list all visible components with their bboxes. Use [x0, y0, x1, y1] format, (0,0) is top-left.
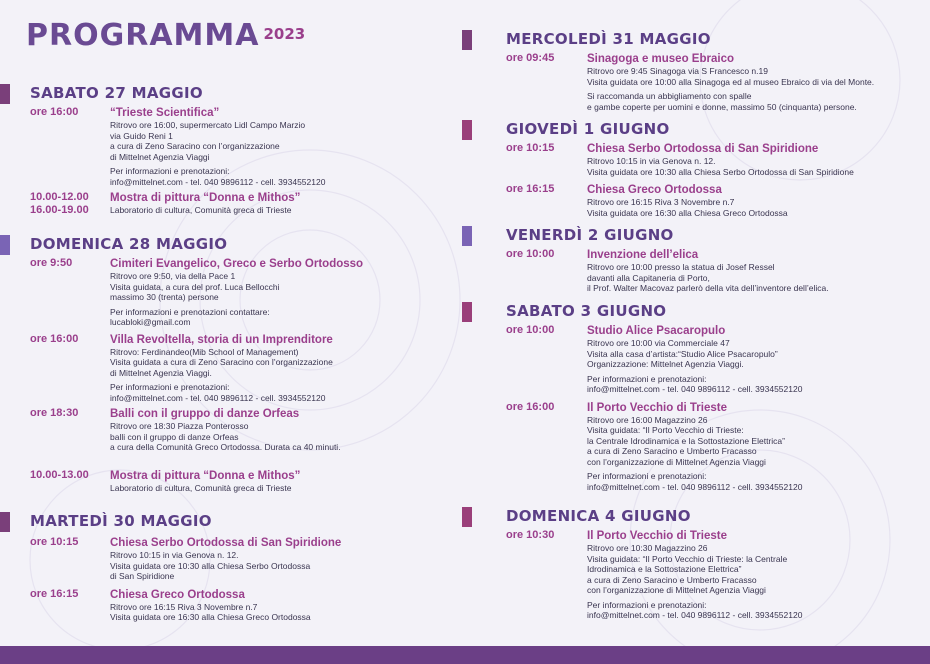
event-time: ore 10:00	[506, 324, 555, 336]
event-title: Chiesa Greco Ortodossa	[110, 588, 245, 601]
day-marker	[0, 84, 10, 104]
event-time: 16.00-19.00	[30, 204, 89, 216]
day-title: VENERDÌ 2 GIUGNO	[506, 226, 674, 244]
event-title: Mostra di pittura “Donna e Mithos”	[110, 469, 301, 482]
day-section	[0, 233, 450, 493]
event-line: Ritrovo ore 16:00, supermercato Lidl Campo Marzio	[110, 120, 306, 130]
event-time: ore 16:00	[30, 106, 79, 118]
event-title: Villa Revoltella, storia di un Imprenditore	[110, 333, 333, 346]
event-line: Visita guidata ore 10:00 alla Sinagoga ed al museo Ebraico di via del Monte.	[587, 76, 875, 87]
event-line: Ritrovo ore 10:00 presso la statua di Josef Ressel	[587, 262, 775, 272]
event-time: 10.00-13.00	[30, 468, 89, 481]
event	[0, 407, 450, 453]
event	[0, 333, 450, 404]
event-line: via Guido Reni 1	[110, 130, 173, 141]
event-line: Laboratorio di cultura, Comunità greca di Trieste	[110, 482, 292, 493]
event-time: ore 16:00	[30, 332, 79, 345]
day-title: SABATO 27 MAGGIO	[30, 84, 203, 102]
event-line: Ritrovo 10:15 in via Genova n. 12.	[110, 550, 239, 560]
event-line: Visita guidata, a cura del prof. Luca Bellocchi	[110, 281, 280, 292]
event-time: ore 10:30	[506, 529, 555, 541]
event-time: ore 10:15	[30, 536, 79, 548]
day-marker	[462, 226, 472, 246]
event	[462, 248, 930, 294]
day-title: GIOVEDÌ 1 GIUGNO	[506, 120, 670, 138]
event-line: di San Spiridione	[110, 571, 175, 581]
event-line: Ritrovo ore 10:00 via Commerciale 47	[587, 338, 730, 348]
event-line: con l’organizzazione di Mittelnet Agenzia Viaggi	[587, 585, 766, 595]
event-title: Cimiteri Evangelico, Greco e Serbo Ortodosso	[110, 258, 364, 270]
day-title: SABATO 3 GIUGNO	[506, 302, 667, 320]
event-line: Ritrovo ore 9:45 Sinagoga via S Francesco n.19	[587, 66, 768, 76]
day-marker	[462, 302, 472, 322]
event	[462, 52, 930, 112]
page-title	[26, 18, 305, 53]
event-line: il Prof. Walter Macovaz parlerò della vita dell’inventore dell’elica.	[587, 283, 829, 293]
event-line: Visita guidata ore 16:30 alla Chiesa Greco Ortodossa	[110, 612, 311, 622]
event-line: Visita guidata ore 10:30 alla Chiesa Serbo Ortodossa di San Spiridione	[587, 166, 854, 177]
event-line: Ritrovo ore 9:50, via della Pace 1	[110, 271, 236, 281]
day-title: MERCOLEDÌ 31 MAGGIO	[506, 30, 711, 48]
event-line: Visita guidata ore 16:30 alla Chiesa Greco Ortodossa	[587, 207, 788, 218]
event-title: Il Porto Vecchio di Trieste	[587, 401, 727, 414]
event	[0, 191, 450, 216]
event-line: Visita guidata ore 10:30 alla Chiesa Serbo Ortodossa	[110, 560, 311, 571]
event	[462, 401, 930, 493]
bottom-bar	[0, 646, 930, 664]
event-line: e gambe coperte per uomini e donne, massimo 50 (cinquanta) persone.	[587, 101, 857, 112]
program-title: PROGRAMMA	[26, 18, 260, 53]
event-line: a cura di Zeno Saracino e Umberto Fracasso	[587, 574, 757, 585]
day-title: DOMENICA 28 MAGGIO	[30, 235, 228, 253]
event	[462, 324, 930, 395]
day-section	[462, 300, 930, 492]
event-time: ore 16:00	[506, 400, 555, 413]
event	[0, 469, 450, 494]
event-line: Per informazioni e prenotazioni:	[587, 471, 707, 481]
event-time: ore 16:15	[506, 183, 555, 195]
event-line: info@mittelnet.com - tel. 040 9896112 - cell. 3934552120	[587, 384, 803, 394]
event-line: balli con il gruppo di danze Orfeas	[110, 431, 239, 442]
program-year: 2023	[263, 25, 306, 43]
event-line: la Centrale Idrodinamica e la Sottostazione Elettrica”	[587, 435, 785, 446]
event-line: info@mittelnet.com - tel. 040 9896112 - cell. 3934552120	[110, 392, 326, 403]
event-title: Chiesa Greco Ortodossa	[587, 184, 722, 196]
event-line: di Mittelnet Agenzia Viaggi	[110, 151, 210, 162]
event-line: Per informazioni e prenotazioni:	[587, 599, 707, 610]
event-title: Studio Alice Psacaropulo	[587, 325, 726, 337]
day-section	[0, 510, 450, 623]
event-title: Il Porto Vecchio di Trieste	[587, 530, 727, 542]
event-line: lucabloki@gmail.com	[110, 317, 191, 327]
event-line: Visita guidata: “Il Porto Vecchio di Trieste:	[587, 425, 744, 435]
event-time: ore 10:15	[506, 142, 555, 154]
event-line: Ritrovo 10:15 in via Genova n. 12.	[587, 156, 716, 166]
event	[462, 183, 930, 218]
event-line: Per informazioni e prenotazioni:	[587, 373, 707, 384]
day-title: DOMENICA 4 GIUGNO	[506, 507, 691, 525]
event-line: info@mittelnet.com - tel. 040 9896112 - cell. 3934552120	[110, 176, 326, 187]
day-marker	[462, 507, 472, 527]
event-time: ore 18:30	[30, 407, 79, 419]
event-line: a cura di Zeno Saracino con l’organizzazione	[110, 141, 280, 151]
event-line: a cura della Comunità Greco Ortodossa. Durata ca 40 minuti.	[110, 442, 341, 452]
event-line: massimo 30 (trenta) persone	[110, 292, 219, 302]
event	[462, 142, 930, 177]
event-time: ore 09:45	[506, 52, 555, 64]
event-line: Ritrovo ore 16:15 Riva 3 Novembre n.7	[587, 197, 735, 207]
event	[0, 536, 450, 582]
event-title: Balli con il gruppo di danze Orfeas	[110, 408, 300, 420]
event-line: Per informazioni e prenotazioni contattare:	[110, 306, 270, 317]
event-title: Invenzione dell’elica	[587, 249, 699, 261]
event-line: Ritrovo ore 16:15 Riva 3 Novembre n.7	[110, 601, 258, 612]
event-line: Visita guidata: “Il Porto Vecchio di Trieste: la Centrale	[587, 553, 788, 564]
event-line: con l’organizzazione di Mittelnet Agenzia Viaggi	[587, 456, 766, 467]
event	[0, 106, 450, 187]
event-line: Idrodinamica e la Sottostazione Elettrica”	[587, 564, 742, 574]
day-section	[462, 118, 930, 218]
event-title: Mostra di pittura “Donna e Mithos”	[110, 192, 301, 204]
event-line: info@mittelnet.com - tel. 040 9896112 - cell. 3934552120	[587, 610, 803, 620]
event-title: Chiesa Serbo Ortodossa di San Spiridione	[587, 143, 819, 155]
day-section	[0, 82, 450, 216]
event-line: Ritrovo ore 18:30 Piazza Ponterosso	[110, 421, 249, 431]
event	[0, 588, 450, 623]
event-line: Ritrovo: Ferdinandeo(Mib School of Management)	[110, 346, 299, 357]
event-time: ore 9:50	[30, 257, 73, 269]
event-time: ore 16:15	[30, 587, 79, 600]
event-title: Chiesa Serbo Ortodossa di San Spiridione	[110, 537, 342, 549]
event-line: a cura di Zeno Saracino e Umberto Fracasso	[587, 446, 757, 456]
day-section	[462, 224, 930, 294]
event-line: Si raccomanda un abbigliamento con spalle	[587, 91, 752, 101]
event-line: Per informazioni e prenotazioni:	[110, 166, 230, 176]
event-time: 10.00-12.00	[30, 191, 89, 203]
event-line: Ritrovo ore 10:30 Magazzino 26	[587, 543, 708, 553]
event-title: “Trieste Scientifica”	[110, 107, 220, 119]
event-title: Sinagoga e museo Ebraico	[587, 53, 734, 65]
day-marker	[0, 512, 10, 532]
day-title: MARTEDÌ 30 MAGGIO	[30, 512, 212, 530]
event-line: Per informazioni e prenotazioni:	[110, 382, 230, 392]
event-line: Visita alla casa d’artista:“Studio Alice Psacaropulo”	[587, 348, 778, 359]
event-line: davanti alla Capitaneria di Porto,	[587, 272, 710, 283]
event-line: Visita guidata a cura di Zeno Saracino con l’organizzazione	[110, 357, 333, 367]
day-marker	[0, 235, 10, 255]
event	[462, 529, 930, 621]
event-line: di Mittelnet Agenzia Viaggi.	[110, 367, 212, 378]
day-marker	[462, 30, 472, 50]
event	[0, 257, 450, 328]
event-line: Ritrovo ore 16:00 Magazzino 26	[587, 414, 708, 425]
event-line: info@mittelnet.com - tel. 040 9896112 - cell. 3934552120	[587, 481, 803, 492]
event-time: ore 10:00	[506, 248, 555, 260]
event-line: Laboratorio di cultura, Comunità greca di Trieste	[110, 205, 292, 215]
day-section	[462, 505, 930, 621]
day-section	[462, 28, 930, 112]
day-marker	[462, 120, 472, 140]
event-line: Organizzazione: Mittelnet Agenzia Viaggi.	[587, 359, 744, 369]
